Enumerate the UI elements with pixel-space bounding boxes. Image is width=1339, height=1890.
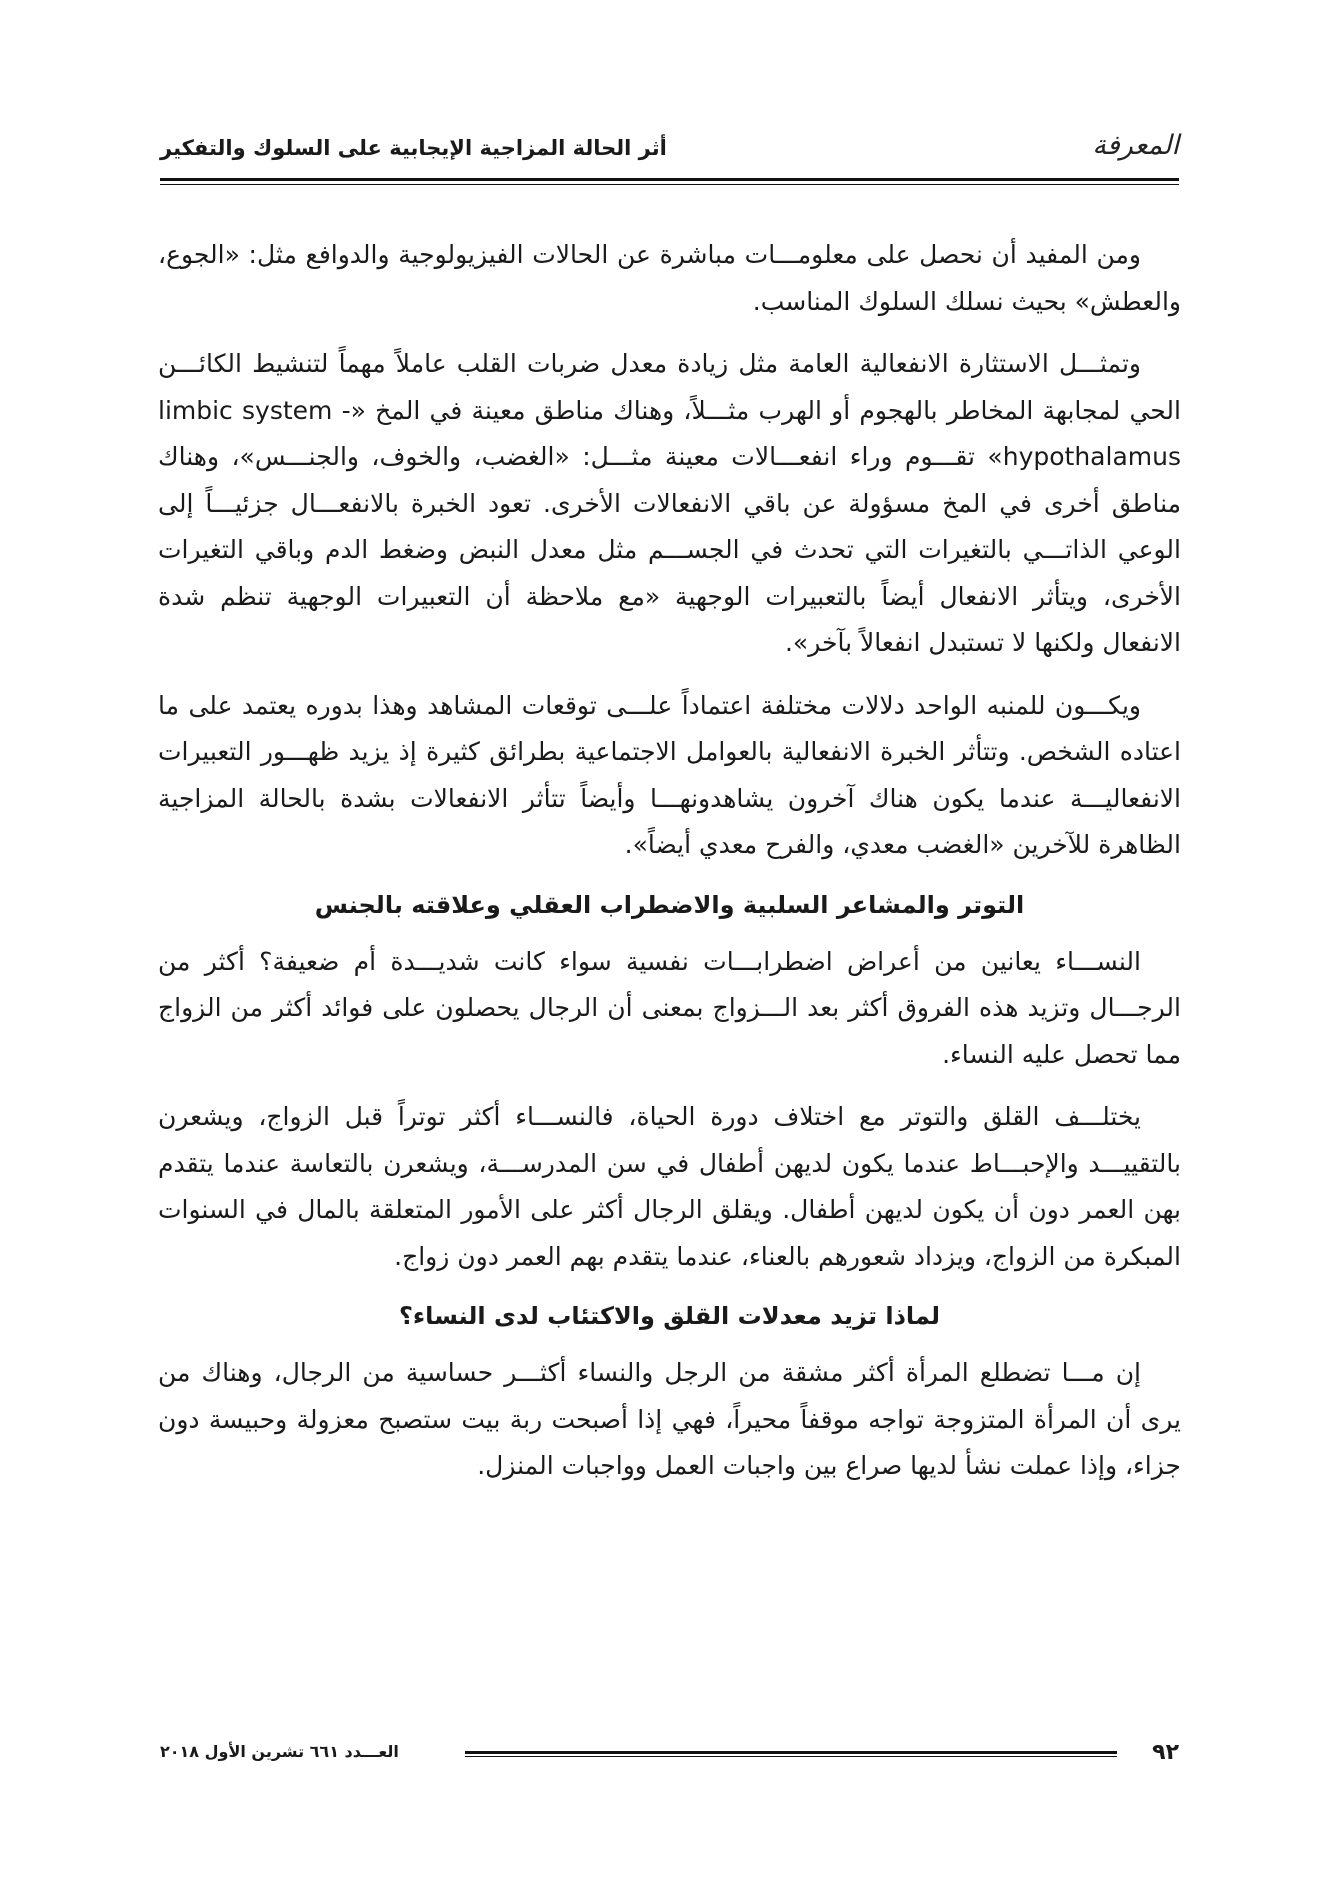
paragraph-5: يختلـــف القلق والتوتر مع اختلاف دورة الحياة، فالنســـاء أكثر توتراً قبل الزواج، ويشعرن بالتقييـــد والإحبـــاط عندما يكون لديهن أطفال في سن المدرســـة، ويشعرن بالتعاسة عندما يتقدم بهن العمر دون أن يكون لديهن أطفال. ويقلق الرجال أكثر على الأمور المتعلقة بالمال في السنوات المبكرة من الزواج، ويزداد شعورهم بالعناء، عندما يتقدم بهم العمر دون زواج. xyxy=(158,1102,1181,1271)
article-body xyxy=(158,232,1181,1506)
paragraph-3: ويكـــون للمنبه الواحد دلالات مختلفة اعتماداً علـــى توقعات المشاهد وهذا بدوره يعتمد على ما اعتاده الشخص. وتتأثر الخبرة الانفعالية بالعوامل الاجتماعية بطرائق كثيرة إذ يزيد ظهـــور التعبيرات الانفعاليـــة عندما يكون هناك آخرون يشاهدونهـــا وأيضاً تتأثر الانفعالات بشدة بالحالة المزاجية الظاهرة للآخرين «الغضب معدي، والفرح معدي أيضاً». xyxy=(158,690,1181,859)
paragraph-1: ومن المفيد أن نحصل على معلومـــات مباشرة عن الحالات الفيزيولوجية والدوافع مثل: «الجوع، والعطش» بحيث نسلك السلوك المناسب. xyxy=(158,240,1181,316)
page-number: ٩٢ xyxy=(1152,1740,1179,1765)
paragraph-4: النســـاء يعانين من أعراض اضطرابـــات نفسية سواء كانت شديـــدة أم ضعيفة؟ أكثر من الرجـــال وتزيد هذه الفروق أكثر بعد الـــزواج بمعنى أن الرجال يحصلون على فوائد أكثر من الزواج مما تحصل عليه النساء. xyxy=(158,946,1181,1069)
section-heading-1: التوتر والمشاعر السلبية والاضطراب العقلي وعلاقته بالجنس xyxy=(314,890,1025,919)
paragraph-6: إن مـــا تضطلع المرأة أكثر مشقة من الرجل والنساء أكثـــر حساسية من الرجال، وهناك من يرى أن المرأة المتزوجة تواجه موقفاً محيراً، فهي إذا أصبحت ربة بيت ستصبح معزولة وحبيسة دون جزاء، وإذا عملت نشأ لديها صراع بين واجبات العمل وواجبات المنزل. xyxy=(158,1358,1181,1480)
page-header xyxy=(160,128,1179,174)
footer-rule xyxy=(465,1751,1117,1757)
running-title: أثر الحالة المزاجية الإيجابية على السلوك والتفكير xyxy=(160,136,667,160)
section-heading-2: لماذا تزيد معدلات القلق والاكتئاب لدى النساء؟ xyxy=(398,1302,941,1330)
paragraph-2: وتمثـــل الاستثارة الانفعالية العامة مثل زيادة معدل ضربات القلب عاملاً مهماً لتنشيط الكائـــن الحي لمجابهة المخاطر بالهجوم أو الهرب مثـــلاً، وهناك مناطق معينة في المخ «limbic system - hypothalamus» تقـــوم وراء انفعـــالات معينة مثـــل: «الغضب، والخوف، والجنـــس»، وهناك مناطق أخرى في المخ مسؤولة عن باقي الانفعالات الأخرى. تعود الخبرة بالانفعـــال جزئيـــاً إلى الوعي الذاتـــي بالتغيرات التي تحدث في الجســـم مثل معدل النبض وضغط الدم وباقي التغيرات الأخرى، ويتأثر الانفعال أيضاً بالتعبيرات الوجهية «مع ملاحظة أن التعبيرات الوجهية تنظم شدة الانفعال ولكنها لا تستبدل انفعالاً بآخر». xyxy=(158,349,1181,657)
magazine-logo: المعرفة xyxy=(1092,130,1179,161)
issue-info: العـــدد ٦٦١ تشرين الأول ٢٠١٨ xyxy=(160,1742,399,1761)
page-footer xyxy=(160,1740,1179,1770)
header-rule xyxy=(160,178,1179,185)
